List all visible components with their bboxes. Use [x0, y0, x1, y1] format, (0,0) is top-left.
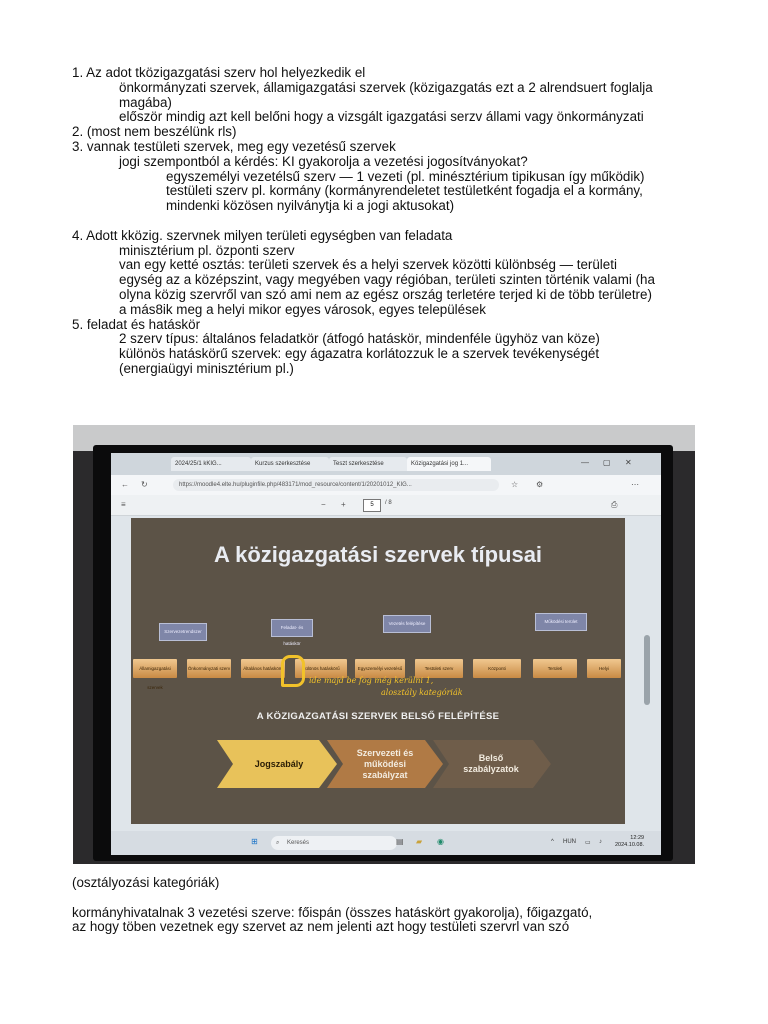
projected-desktop [111, 453, 661, 855]
taskbar-clock[interactable] [615, 835, 644, 849]
pdf-scrollbar[interactable] [644, 635, 650, 705]
note-line: 1. Az adot tközigazgatási szerv hol helyezkedik el [72, 65, 366, 80]
zoom-out-icon[interactable]: − [321, 500, 326, 509]
slide-category-box: Különös hatáskörű [295, 659, 347, 678]
slide-top-box: Vezetés felépítése [383, 615, 431, 633]
spacer [72, 891, 712, 906]
slide-title: A közigazgatási szervek típusai [213, 542, 543, 567]
chevron-text: szabályzatok [463, 764, 519, 774]
slide-category-box: Központi [473, 659, 521, 678]
pdf-slide [131, 518, 625, 824]
note-line: van egy ketté osztás: területi szervek és a helyi szervek közötti különbség — területi [119, 257, 617, 273]
note-line: mindenki közösen nyilványtja ki a jogi aktusokat) [166, 198, 455, 214]
spacer [72, 214, 712, 229]
refresh-icon[interactable]: ↻ [141, 480, 148, 489]
footer-line: az hogy töben vezetnek egy szervet az nem jelenti azt hogy testületi szervrl van szó [72, 919, 570, 935]
slide-category-box: Területi [533, 659, 577, 678]
list-icon[interactable]: ≡ [121, 500, 126, 509]
chevron-belso [443, 740, 539, 788]
note-line: 2 szerv típus: általános feladatkör (átfogó hatáskör, mindenféle ügyhöz van köze) [119, 331, 600, 347]
slide-subtitle: A KÖZIGAZGATÁSI SZERVEK BELSŐ FELÉPÍTÉSE [256, 711, 500, 722]
clock-date: 2024.10.08. [615, 842, 645, 848]
slide-top-box: Működési terület [535, 613, 587, 631]
page-total: / 8 [385, 500, 392, 506]
close-icon[interactable]: ✕ [625, 458, 632, 467]
slide-category-box: Egyszemélyi vezetésű [355, 659, 405, 678]
slide-category-box: Testületi szerv [415, 659, 463, 678]
file-explorer-icon[interactable]: ▤ [396, 837, 404, 846]
note-line: testületi szerv pl. kormány (kormányrendeletet testületként fogadja el a kormány, [166, 183, 643, 199]
chevron-text: Belső [478, 753, 504, 763]
browser-tab[interactable]: Kurzus szerkesztése [251, 457, 329, 471]
chevron-szmsz [337, 740, 433, 788]
chevron-text: Jogszabály [254, 758, 304, 769]
footer-line: (osztályozási kategóriák) [72, 875, 220, 890]
note-line: magába) [119, 94, 172, 110]
note-line: jogi szempontból a kérdés: KI gyakorolja a vezetési jogosítványokat? [119, 153, 528, 169]
taskbar-search[interactable] [271, 836, 397, 850]
edge-browser-icon[interactable]: ◉ [437, 837, 444, 846]
menu-icon[interactable]: ⋯ [631, 480, 639, 489]
search-placeholder: Keresés [287, 840, 310, 846]
note-line: egyszemélyi vezetélsű szerv — 1 vezeti (pl. minésztérium tipikusan így működik) [166, 168, 645, 184]
note-line: 2. (most nem beszélünk rls) [72, 124, 237, 140]
pdf-toolbar [111, 495, 661, 516]
search-icon: ⌕ [276, 840, 280, 846]
note-line: minisztérium pl. özponti szerv [119, 242, 295, 258]
notes-block [72, 66, 712, 377]
note-line: a más8ik meg a helyi mikor egyes városok, egyes települések [119, 301, 486, 317]
note-line: olyna közig szervről van szó ami nem az egész ország terletére terjed ki de több területre) [119, 286, 652, 302]
slide-category-box: Általános hatáskörű [241, 659, 285, 678]
chevron-text: működési [363, 758, 406, 769]
settings-icon[interactable]: ⚙ [536, 480, 544, 489]
url-field[interactable]: https://moodle4.elte.hu/pluginfile.php/483171/mod_resource/content/1/20201012_KIG... [173, 479, 499, 491]
slide-top-box: Feladat- és hatáskör [271, 619, 313, 637]
network-icon[interactable]: ▭ [585, 840, 591, 846]
handwritten-note: ide majd be fog még kerülni 1, [309, 676, 434, 685]
print-icon[interactable]: ⎙ [611, 500, 618, 509]
slide-category-box: Helyi [587, 659, 621, 678]
input-language[interactable]: HUN [563, 839, 576, 845]
star-icon[interactable]: ☆ [511, 480, 519, 489]
zoom-in-icon[interactable]: + [341, 500, 346, 509]
note-line: 3. vannak testületi szervek, meg egy vezetésű szervek [72, 138, 396, 154]
page-number-input[interactable]: 5 [363, 499, 381, 512]
browser-tab[interactable]: Teszt szerkesztése [329, 457, 407, 471]
note-line: 5. feladat és hatáskör [72, 316, 201, 332]
handwritten-note: alosztály kategóriák [381, 688, 463, 697]
browser-tab-bar [111, 453, 661, 475]
folder-icon[interactable]: ▰ [416, 837, 423, 846]
slide-category-box: Önkormányzati szerv [187, 659, 231, 678]
clock-time: 12:29 [630, 835, 645, 841]
back-arrow-icon[interactable]: ← [121, 480, 129, 489]
chevron-text: szabályzat [362, 769, 408, 780]
note-line: 4. Adott kközig. szervnek milyen területi egységben van feladata [72, 227, 453, 243]
tray-chevron-icon[interactable]: ^ [551, 839, 554, 845]
footer-notes [72, 876, 712, 935]
chevron-text: Szervezeti és [356, 747, 414, 758]
windows-taskbar [111, 831, 661, 855]
slide-top-box: Szervezetrendszer [159, 623, 207, 641]
browser-tab-active[interactable]: Közigazgatási jog 1... [407, 457, 491, 471]
volume-icon[interactable]: ♪ [599, 839, 602, 845]
minimize-icon[interactable]: — [581, 458, 589, 467]
chevron-jogszabaly [231, 740, 327, 788]
footer-line: kormányhivatalnak 3 vezetési szerve: főispán (összes hatáskört gyakorolja), főigazgató, [72, 904, 593, 920]
windows-start-icon[interactable]: ⊞ [251, 837, 258, 846]
note-line: egység az a középszint, vagy megyében vagy régióban, területi szinten történik valami (ha [119, 272, 655, 288]
maximize-icon[interactable]: ▢ [603, 458, 611, 467]
projector-photo [73, 425, 695, 864]
note-line: (energiaügyi minisztérium pl.) [119, 360, 294, 376]
note-line: önkormányzati szervek, államigazgatási szervek (közigazgatás ezt a 2 alrendsuert foglalja [119, 79, 653, 95]
slide-category-box: Államigazgatási szervek [133, 659, 177, 678]
address-bar-row [111, 475, 661, 495]
browser-tab[interactable]: 2024/25/1 kKIG... [171, 457, 251, 471]
note-line: különös hatáskörű szervek: egy ágazatra korlátozzuk le a szervek tevékenységét [119, 346, 600, 362]
note-line: először mindig azt kell belőni hogy a vizsgált igazgatási serzv állami vagy önkormányzati [119, 109, 644, 125]
